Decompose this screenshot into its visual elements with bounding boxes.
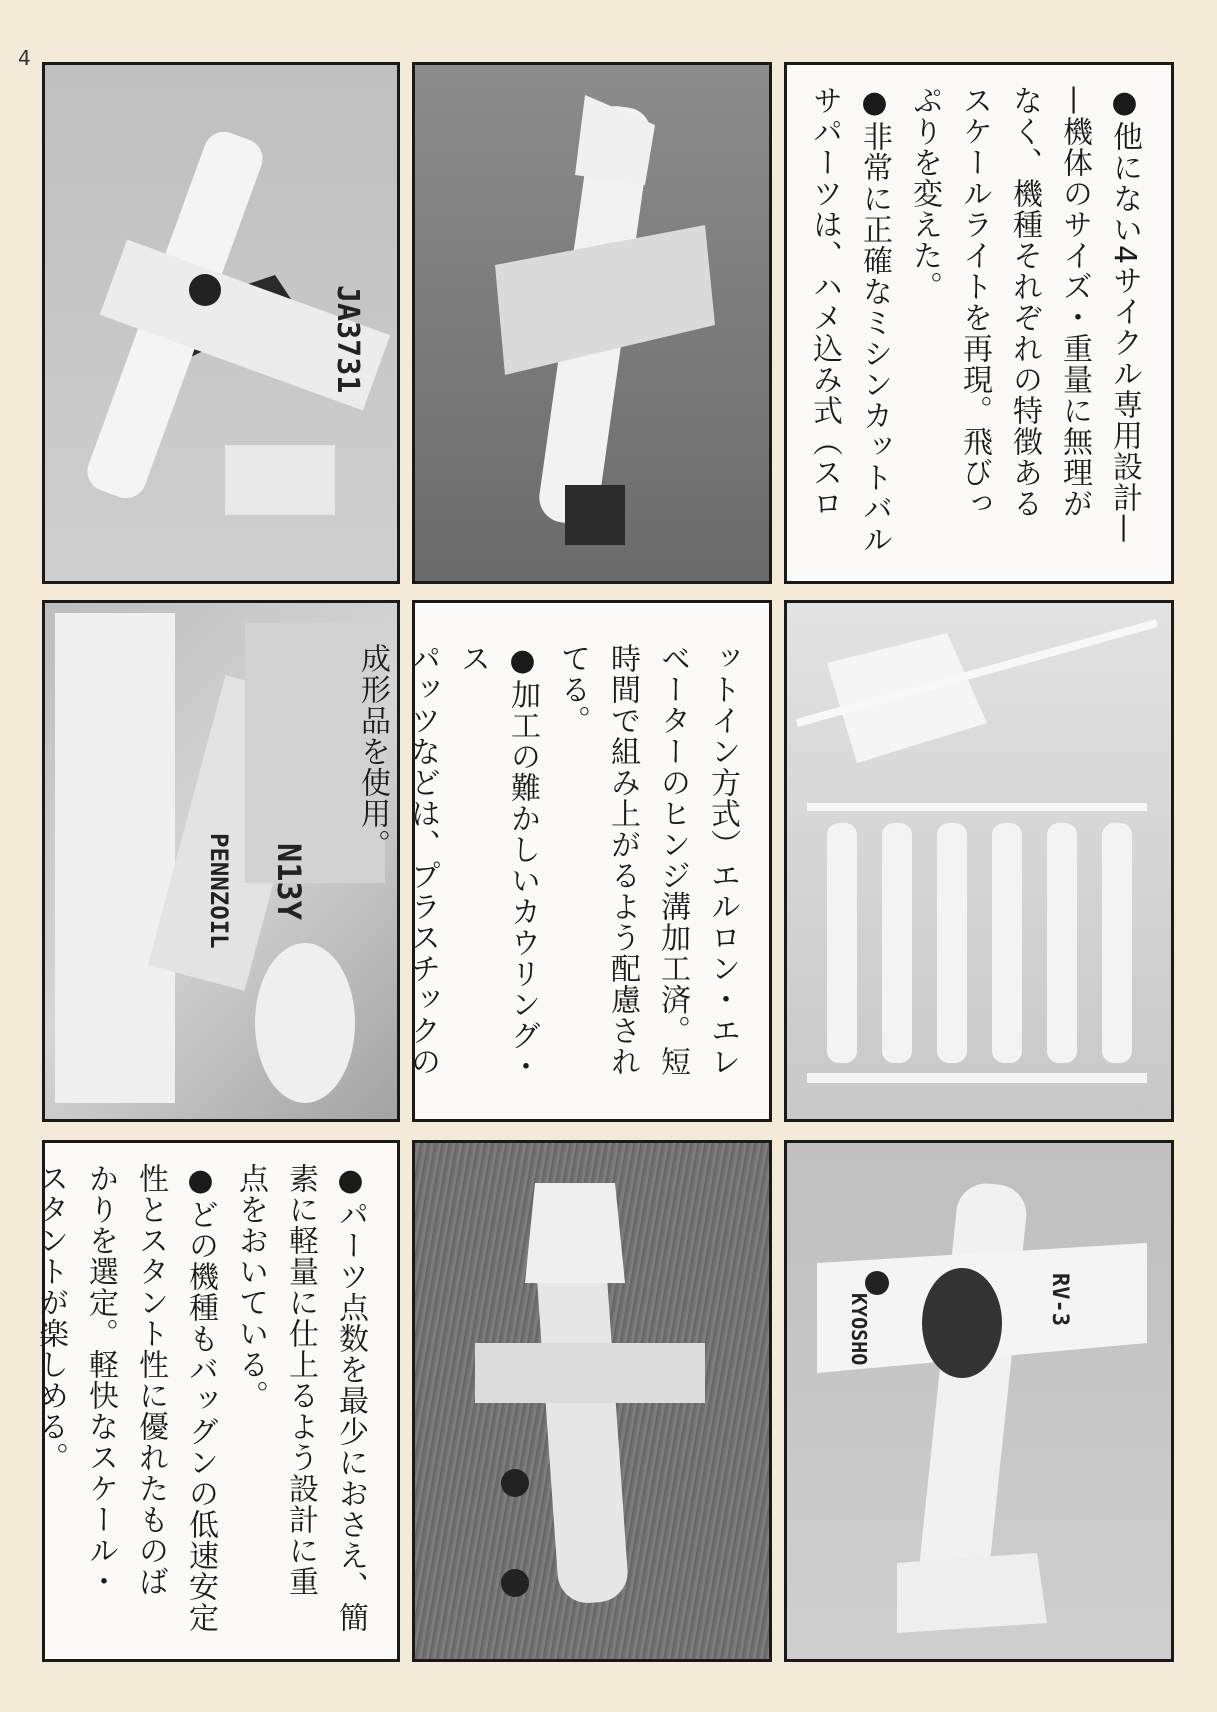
- rv3-model-label: RV-3: [1047, 1273, 1072, 1326]
- text-block-middle: [347, 643, 747, 1103]
- paragraph: ●パーツ点数を最少におさえ、簡: [333, 1163, 368, 1633]
- paragraph: サパーツは、ハメ込み式（スロ: [807, 85, 842, 519]
- photo-aircraft-runway: [412, 62, 772, 584]
- paragraph: てる。: [555, 643, 590, 736]
- paragraph: スタントが楽しめる。: [33, 1163, 68, 1473]
- paragraph: ベーターのヒンジ溝加工済。短: [655, 643, 690, 1077]
- paragraph: —機体のサイズ・重量に無理が: [1057, 85, 1092, 519]
- text-block-bottom: [25, 1163, 375, 1643]
- paragraph: ットイン方式）エルロン・エレ: [705, 643, 740, 1077]
- text-panel-top: [784, 62, 1174, 584]
- aircraft-illustration: [415, 1143, 769, 1659]
- registration-label: JA3731: [330, 285, 365, 394]
- aircraft-illustration: [787, 1143, 1171, 1659]
- kit-brand-label: PENNZOIL: [205, 833, 233, 949]
- photo-wing-ribs: [784, 600, 1174, 1122]
- paragraph: パッツなどは、プラスチックの: [405, 643, 440, 1077]
- photo-aircraft-takeoff: [412, 1140, 772, 1662]
- kit-registration-label: N13Y: [270, 843, 308, 921]
- rv3-brand-label: KYOSHO: [847, 1293, 871, 1366]
- ribs-illustration: [787, 603, 1171, 1119]
- paragraph: スケールライトを再現。飛びっ: [957, 85, 992, 519]
- paragraph: 性とスタント性に優れたものば: [133, 1163, 168, 1597]
- page-number: 4: [18, 46, 31, 70]
- text-block-top: [799, 85, 1149, 565]
- text-panel-middle: [355, 600, 772, 1122]
- paragraph: かりを選定。軽快なスケール・: [83, 1163, 118, 1597]
- paragraph: 素に軽量に仕上るよう設計に重: [283, 1163, 318, 1597]
- paragraph: 成形品を使用。: [355, 643, 390, 860]
- paragraph: ●非常に正確なミシンカットバル: [857, 85, 892, 555]
- photo-aircraft-ja3731: [42, 62, 400, 584]
- paragraph: 時間で組み上がるよう配慮され: [605, 643, 640, 1077]
- photo-aircraft-rv3: [784, 1140, 1174, 1662]
- paragraph: ●どの機種もバッグンの低速安定: [183, 1163, 218, 1633]
- paragraph: 点をおいている。: [233, 1163, 268, 1411]
- paragraph: ●他にない4サイクル専用設計—: [1107, 85, 1142, 545]
- aircraft-illustration: [415, 65, 769, 581]
- paragraph: ●加工の難かしいカウリング・ス: [455, 643, 540, 1082]
- text-panel-bottom: [33, 1140, 400, 1662]
- paragraph: なく、機種それぞれの特徴ある: [1007, 85, 1042, 519]
- paragraph: ぷりを変えた。: [907, 85, 942, 302]
